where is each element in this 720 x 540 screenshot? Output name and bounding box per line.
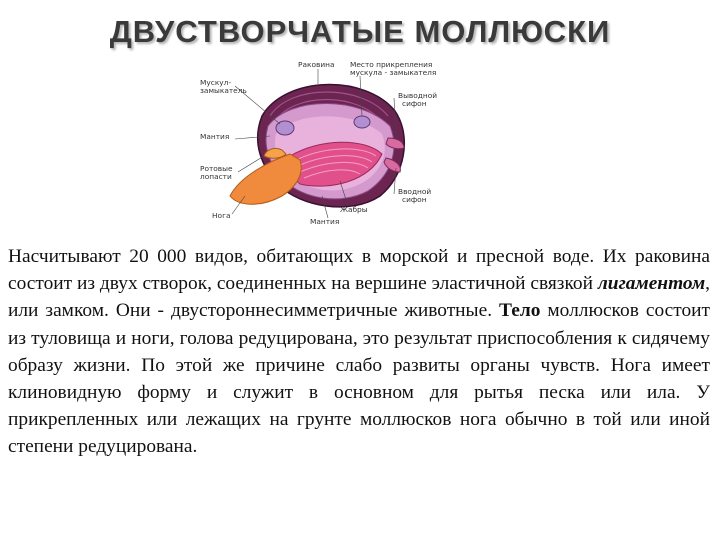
text-part-3: моллюсков состоит из туловища и ноги, голова редуцирована, это результат приспособления к сидячему образу жизни. По этой же причине слабо развиты органы чувств. Нога имеет клиновидную форму и служит в основном для рытья песка или ила. У прикрепленных или лежащих на грунте моллюсков нога обычно в той или иной степени редуцирована. [8,300,710,458]
term-ligament: лигаментом [597,273,706,295]
label-in-siphon-2: сифон [402,195,427,204]
label-out-siphon-2: сифон [402,99,427,108]
label-muscle-1: Мускул- [200,78,232,87]
label-palps-2: лопасти [200,172,232,181]
label-out-siphon-1: Выводной [398,91,438,100]
text-part-2: , или замком. Они - двустороннесимметричные животные. [8,273,710,322]
label-attach-1: Место прикрепления [350,60,433,69]
label-palps-1: Ротовые [200,164,233,173]
bivalve-anatomy-diagram [190,56,440,230]
label-mantle-left: Мантия [200,132,230,141]
label-muscle-2: замыкатель [200,86,247,95]
label-foot: Нога [212,211,231,220]
label-shell: Раковина [298,60,335,69]
label-mantle-bottom: Мантия [310,217,340,226]
label-attach-2: мускула - замыкателя [350,68,437,77]
description-paragraph [8,243,710,461]
term-body: Тело [499,300,541,322]
adductor-muscle-back [354,116,370,128]
label-in-siphon-1: Вводной [398,187,432,196]
page-title: ДВУСТВОРЧАТЫЕ МОЛЛЮСКИ [109,14,611,49]
bivalve-illustration [190,56,440,230]
text-part-1: Насчитывают 20 000 видов, обитающих в морской и пресной воде. Их раковина состоит из двух створок, соединенных на вершине эластичной связкой [8,246,710,295]
label-gills: Жабры [340,205,368,214]
